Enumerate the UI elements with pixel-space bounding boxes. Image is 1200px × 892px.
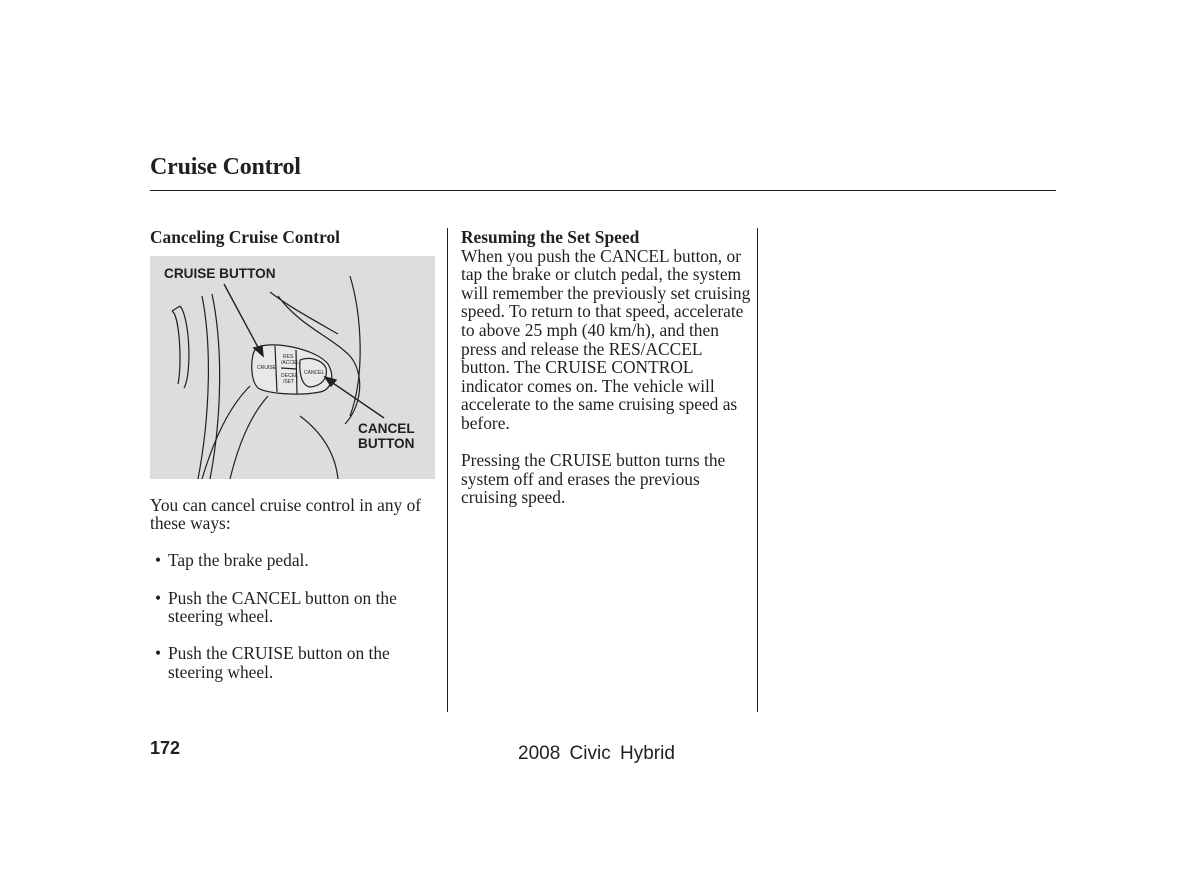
list-item: • Tap the brake pedal. bbox=[150, 551, 440, 570]
section-heading-canceling: Canceling Cruise Control bbox=[150, 227, 341, 247]
cancel-button-label: CANCEL BUTTON bbox=[358, 420, 415, 451]
switch-label-decel-set-2: /SET bbox=[283, 378, 295, 385]
cruise-button-label: CRUISE BUTTON bbox=[164, 265, 276, 281]
switch-label-cancel: CANCEL bbox=[304, 369, 325, 376]
page-title: Cruise Control bbox=[150, 154, 301, 180]
cancel-methods-list bbox=[150, 551, 440, 681]
steering-wheel-illustration bbox=[150, 256, 435, 479]
section-heading-resuming: Resuming the Set Speed bbox=[461, 227, 640, 247]
list-item: • Push the CANCEL button on the steering wheel. bbox=[150, 589, 440, 626]
title-rule bbox=[150, 190, 1056, 191]
switch-label-res-accel: RES bbox=[283, 353, 294, 360]
resume-paragraph: When you push the CANCEL button, or tap the brake or clutch pedal, the system will remember the previously set cruising speed. To return to that speed, accelerate to above 25 mph (40 km/h), and then press and release the RES/ACCEL button. The CRUISE CONTROL indicator comes on. The vehicle will accelerate to the same cruising speed as before. bbox=[461, 245, 751, 433]
leader-line-cruise bbox=[224, 284, 260, 351]
publication-title: 2008 Civic Hybrid bbox=[518, 743, 675, 764]
list-item: • Push the CRUISE button on the steering wheel. bbox=[150, 644, 440, 681]
switch-label-cruise: CRUISE bbox=[257, 364, 276, 371]
right-column bbox=[461, 228, 753, 526]
cancel-intro-text: You can cancel cruise control in any of these ways: bbox=[150, 494, 422, 534]
column-divider-right bbox=[757, 228, 758, 712]
page-number: 172 bbox=[150, 738, 181, 758]
switch-label-decel-set: DECEL bbox=[281, 372, 298, 379]
left-column bbox=[150, 228, 440, 700]
switch-label-res-accel-2: /ACCEL bbox=[281, 359, 300, 366]
column-divider-left bbox=[447, 228, 448, 712]
cruise-off-paragraph: Pressing the CRUISE button turns the system off and erases the previous cruising speed. bbox=[461, 450, 726, 508]
